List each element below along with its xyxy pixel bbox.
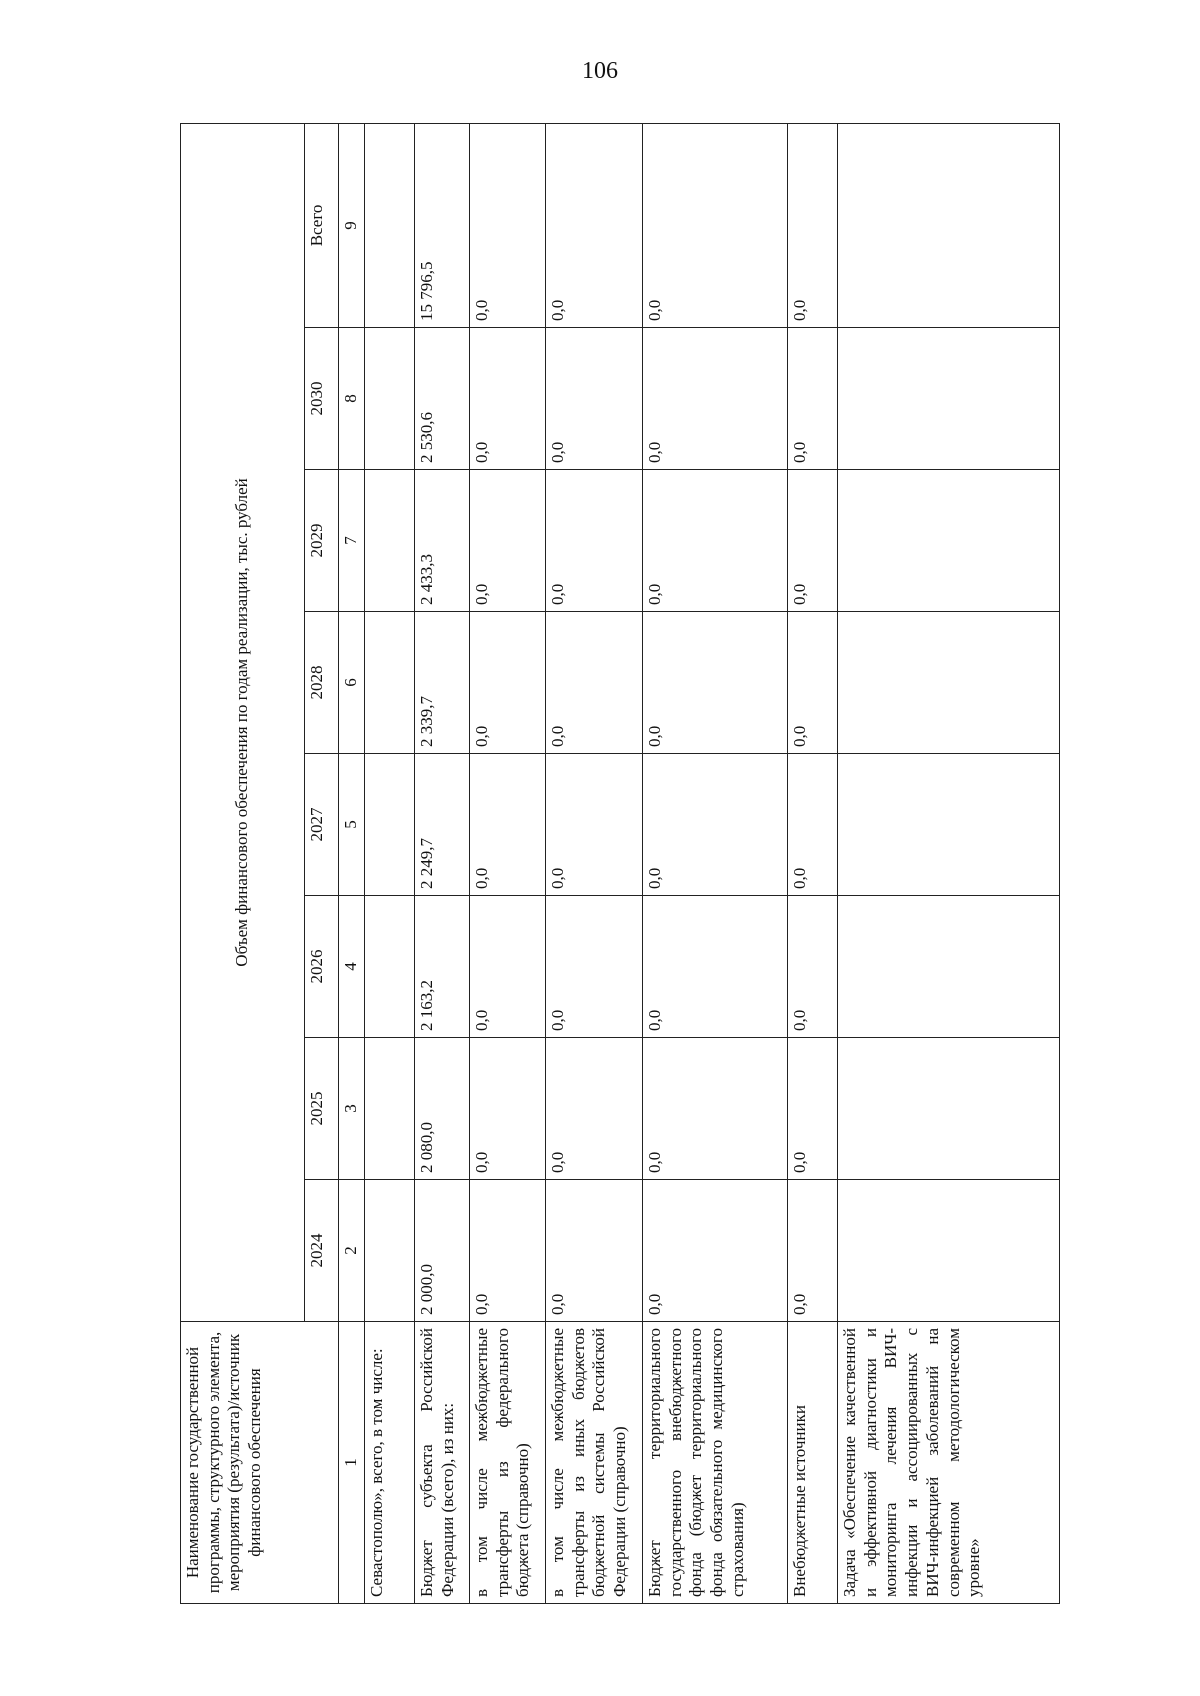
table-row xyxy=(546,123,643,1603)
row-value: 0,0 xyxy=(546,896,643,1038)
row-value: 0,0 xyxy=(470,754,546,896)
row-value: 0,0 xyxy=(470,328,546,470)
col-number: 9 xyxy=(339,123,365,327)
row-value: 0,0 xyxy=(470,896,546,1038)
table-row xyxy=(365,123,415,1603)
row-value xyxy=(365,123,415,327)
row-value: 0,0 xyxy=(643,1038,788,1180)
col-number: 6 xyxy=(339,612,365,754)
row-label: Внебюджетные источники xyxy=(788,1322,838,1604)
row-value: 0,0 xyxy=(788,896,838,1038)
row-value xyxy=(838,123,1060,327)
row-value: 0,0 xyxy=(546,123,643,327)
table-row xyxy=(415,123,470,1603)
row-value: 0,0 xyxy=(546,754,643,896)
row-label: Севастополю», всего, в том числе: xyxy=(365,1322,415,1604)
col-number: 4 xyxy=(339,896,365,1038)
row-value: 0,0 xyxy=(643,470,788,612)
column-numbers-row xyxy=(339,123,365,1603)
row-value xyxy=(838,328,1060,470)
row-value: 0,0 xyxy=(643,612,788,754)
row-value: 0,0 xyxy=(788,1038,838,1180)
table-row xyxy=(838,123,1060,1603)
year-header-total: Всего xyxy=(305,123,339,327)
col-number: 7 xyxy=(339,470,365,612)
row-value: 0,0 xyxy=(643,1180,788,1322)
year-header-2025: 2025 xyxy=(305,1038,339,1180)
row-value: 0,0 xyxy=(643,328,788,470)
rotated-table-wrapper xyxy=(180,124,1060,1604)
year-header-2030: 2030 xyxy=(305,328,339,470)
row-label: Бюджет территориального государственного внебюджетного фонда (бюджет территориального фонда обязательного медицинского страхования) xyxy=(643,1322,788,1604)
page-number: 106 xyxy=(582,58,618,84)
row-value: 2 080,0 xyxy=(415,1038,470,1180)
row-value: 0,0 xyxy=(546,612,643,754)
table-row xyxy=(643,123,788,1603)
row-value: 0,0 xyxy=(643,123,788,327)
funding-table xyxy=(180,123,1060,1604)
row-value: 0,0 xyxy=(546,328,643,470)
row-value xyxy=(838,896,1060,1038)
year-header-2027: 2027 xyxy=(305,754,339,896)
row-value xyxy=(365,896,415,1038)
col-number: 8 xyxy=(339,328,365,470)
row-value xyxy=(838,470,1060,612)
row-value: 0,0 xyxy=(546,1038,643,1180)
row-value xyxy=(365,328,415,470)
row-value: 0,0 xyxy=(788,754,838,896)
name-column-header: Наименование государственной программы, структурного элемента, мероприятия (результата)/источник финансового обеспечения xyxy=(181,1322,339,1604)
row-value: 2 163,2 xyxy=(415,896,470,1038)
row-value: 0,0 xyxy=(470,470,546,612)
header-row-title xyxy=(181,123,305,1603)
row-value: 15 796,5 xyxy=(415,123,470,327)
funding-title-header: Объем финансового обеспечения по годам реализации, тыс. рублей xyxy=(181,123,305,1321)
col-number: 1 xyxy=(339,1322,365,1604)
row-label: Бюджет субъекта Российской Федерации (всего), из них: xyxy=(415,1322,470,1604)
row-label: в том числе межбюджетные трансферты из федерального бюджета (справочно) xyxy=(470,1322,546,1604)
row-value: 2 433,3 xyxy=(415,470,470,612)
row-value: 0,0 xyxy=(788,123,838,327)
row-value: 2 530,6 xyxy=(415,328,470,470)
row-value: 0,0 xyxy=(546,470,643,612)
row-value xyxy=(365,1038,415,1180)
row-value: 0,0 xyxy=(643,754,788,896)
row-label: в том числе межбюджетные трансферты из иных бюджетов бюджетной системы Российской Федерации (справочно) xyxy=(546,1322,643,1604)
row-value: 2 339,7 xyxy=(415,612,470,754)
col-number: 5 xyxy=(339,754,365,896)
row-value xyxy=(365,612,415,754)
row-value: 0,0 xyxy=(788,612,838,754)
row-value xyxy=(838,1180,1060,1322)
row-value: 0,0 xyxy=(470,612,546,754)
row-value: 0,0 xyxy=(788,470,838,612)
year-header-2029: 2029 xyxy=(305,470,339,612)
row-value xyxy=(365,470,415,612)
row-value: 0,0 xyxy=(788,1180,838,1322)
row-value: 2 000,0 xyxy=(415,1180,470,1322)
row-value xyxy=(838,1038,1060,1180)
row-value xyxy=(838,754,1060,896)
year-header-2024: 2024 xyxy=(305,1180,339,1322)
col-number: 2 xyxy=(339,1180,365,1322)
row-value: 0,0 xyxy=(470,1180,546,1322)
row-value: 0,0 xyxy=(470,123,546,327)
col-number: 3 xyxy=(339,1038,365,1180)
table-row xyxy=(788,123,838,1603)
row-value: 0,0 xyxy=(643,896,788,1038)
row-value: 0,0 xyxy=(788,328,838,470)
year-header-2028: 2028 xyxy=(305,612,339,754)
row-value xyxy=(838,612,1060,754)
row-value: 0,0 xyxy=(546,1180,643,1322)
row-value xyxy=(365,1180,415,1322)
row-value: 0,0 xyxy=(470,1038,546,1180)
row-value xyxy=(365,754,415,896)
row-value: 2 249,7 xyxy=(415,754,470,896)
year-header-2026: 2026 xyxy=(305,896,339,1038)
table-row xyxy=(470,123,546,1603)
row-label: Задача «Обеспечение качественной и эффективной диагностики и мониторинга лечения ВИЧ-инфекции и ассоциированных с ВИЧ-инфекцией заболеваний на современном методологическом уровне» xyxy=(838,1322,1060,1604)
